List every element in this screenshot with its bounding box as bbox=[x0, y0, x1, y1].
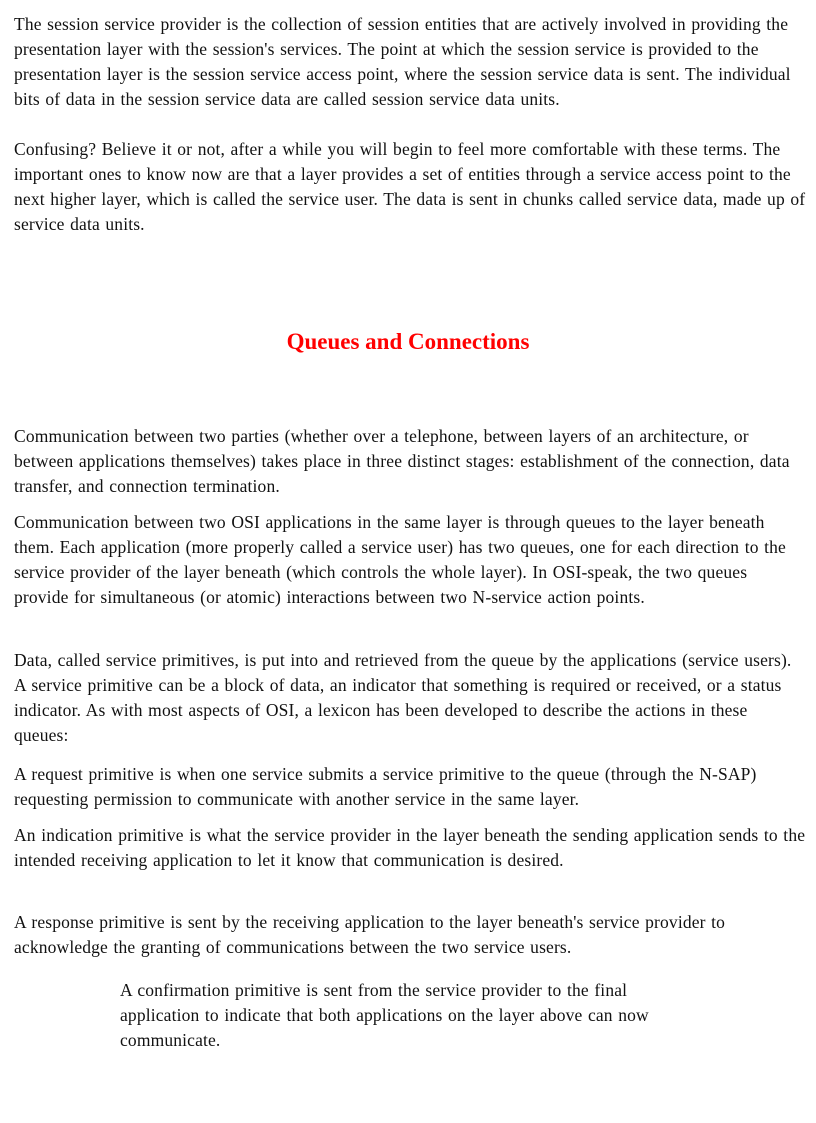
section-heading: Queues and Connections bbox=[286, 329, 530, 354]
paragraph-indication-primitive: An indication primitive is what the service provider in the layer beneath the sending application sends to the intended receiving application to let it know that communication is desired. bbox=[14, 825, 806, 870]
paragraph-osi-queues: Communication between two OSI applications in the same layer is through queues to the layer beneath them. Each application (more properly called a service user) has two queues, one for each direction to the service provider of the layer beneath (which controls the whole layer). In OSI-speak, the two queues provide for simultaneous (or atomic) interactions between two N-service action points. bbox=[14, 512, 786, 607]
paragraph-confusing-terms: Confusing? Believe it or not, after a while you will begin to feel more comfortable with these terms. The important ones to know now are that a layer provides a set of entities through a service access point to the next higher layer, which is called the service user. The data is sent in chunks called service data, made up of service data units. bbox=[14, 139, 806, 234]
paragraph-service-primitives: Data, called service primitives, is put into and retrieved from the queue by the applications (service users). A service primitive can be a block of data, an indicator that something is required or received, or a status indicator. As with most aspects of OSI, a lexicon has been developed to describe the actions in these queues: bbox=[14, 650, 792, 745]
paragraph-session-service-provider: The session service provider is the collection of session entities that are actively involved in providing the presentation layer with the session's services. The point at which the session service is provided to the presentation layer is the session service access point, where the session service data is sent. The individual bits of data in the session service data are called session service data units. bbox=[14, 14, 791, 109]
paragraph-response-primitive: A response primitive is sent by the receiving application to the layer beneath's service provider to acknowledge the granting of communications between the two service users. bbox=[14, 912, 726, 957]
paragraph-request-primitive: A request primitive is when one service submits a service primitive to the queue (through the N-SAP) requesting permission to communicate with another service in the same layer. bbox=[14, 764, 757, 809]
paragraph-communication-stages: Communication between two parties (whether over a telephone, between layers of an architecture, or between applications themselves) takes place in three distinct stages: establishment of the connection, data transfer, and connection termination. bbox=[14, 426, 790, 496]
paragraph-confirmation-primitive: A confirmation primitive is sent from the service provider to the final application to indicate that both applications on the layer above can now communicate. bbox=[120, 980, 649, 1050]
